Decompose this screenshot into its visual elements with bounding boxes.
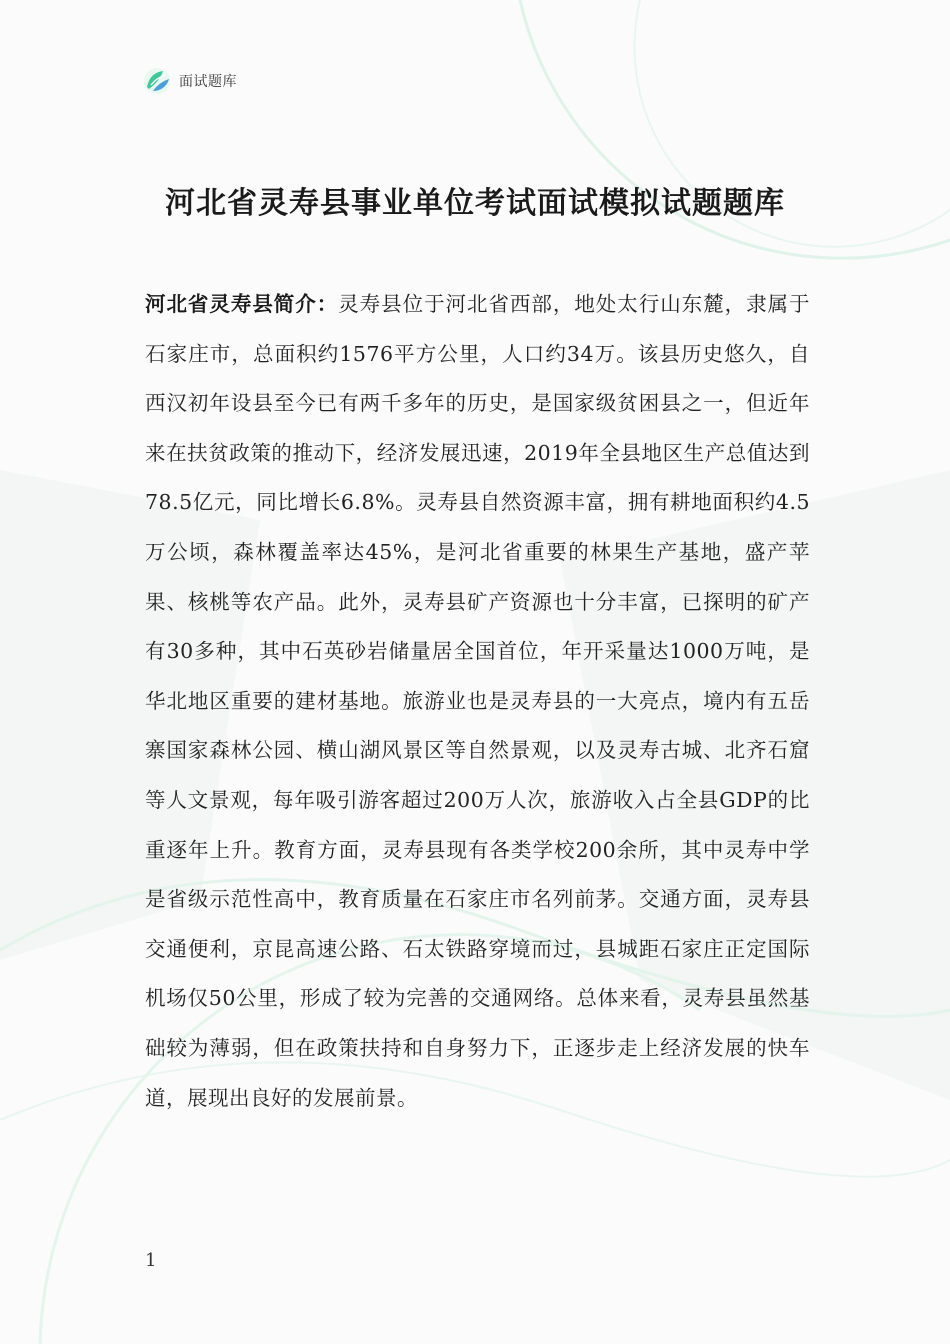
intro-text: 灵寿县位于河北省西部，地处太行山东麓，隶属于石家庄市，总面积约1576平方公里，人口约34万。该县历史悠久，自西汉初年设县至今已有两千多年的历史，是国家级贫困县之一，但近年来在扶贫政策的推动下，经济发展迅速，2019年全县地区生产总值达到78.5亿元，同比增长6.8%。灵寿县自然资源丰富，拥有耕地面积约4.5万公顷，森林覆盖率达45%，是河北省重要的林果生产基地，盛产苹果、核桃等农产品。此外，灵寿县矿产资源也十分丰富，已探明的矿产有30多种，其中石英砂岩储量居全国首位，年开采量达1000万吨，是华北地区重要的建材基地。旅游业也是灵寿县的一大亮点，境内有五岳寨国家森林公园、横山湖风景区等自然景观，以及灵寿古城、北齐石窟等人文景观，每年吸引游客超过200万人次，旅游收入占全县GDP的比重逐年上升。教育方面，灵寿县现有各类学校200余所，其中灵寿中学是省级示范性高中，教育质量在石家庄市名列前茅。交通方面，灵寿县交通便利，京昆高速公路、石太铁路穿境而过，县城距石家庄正定国际机场仅50公里，形成了较为完善的交通网络。总体来看，灵寿县虽然基础较为薄弱，但在政策扶持和自身努力下，正逐步走上经济发展的快车道，展现出良好的发展前景。 xyxy=(145,292,811,1110)
header xyxy=(143,66,237,96)
leaf-logo-icon xyxy=(143,67,171,95)
page-title: 河北省灵寿县事业单位考试面试模拟试题题库 xyxy=(165,186,785,221)
intro-heading: 河北省灵寿县简介： xyxy=(145,292,339,316)
brand-name: 面试题库 xyxy=(179,74,237,90)
page-number: 1 xyxy=(145,1250,157,1271)
body-paragraph xyxy=(145,280,810,1123)
